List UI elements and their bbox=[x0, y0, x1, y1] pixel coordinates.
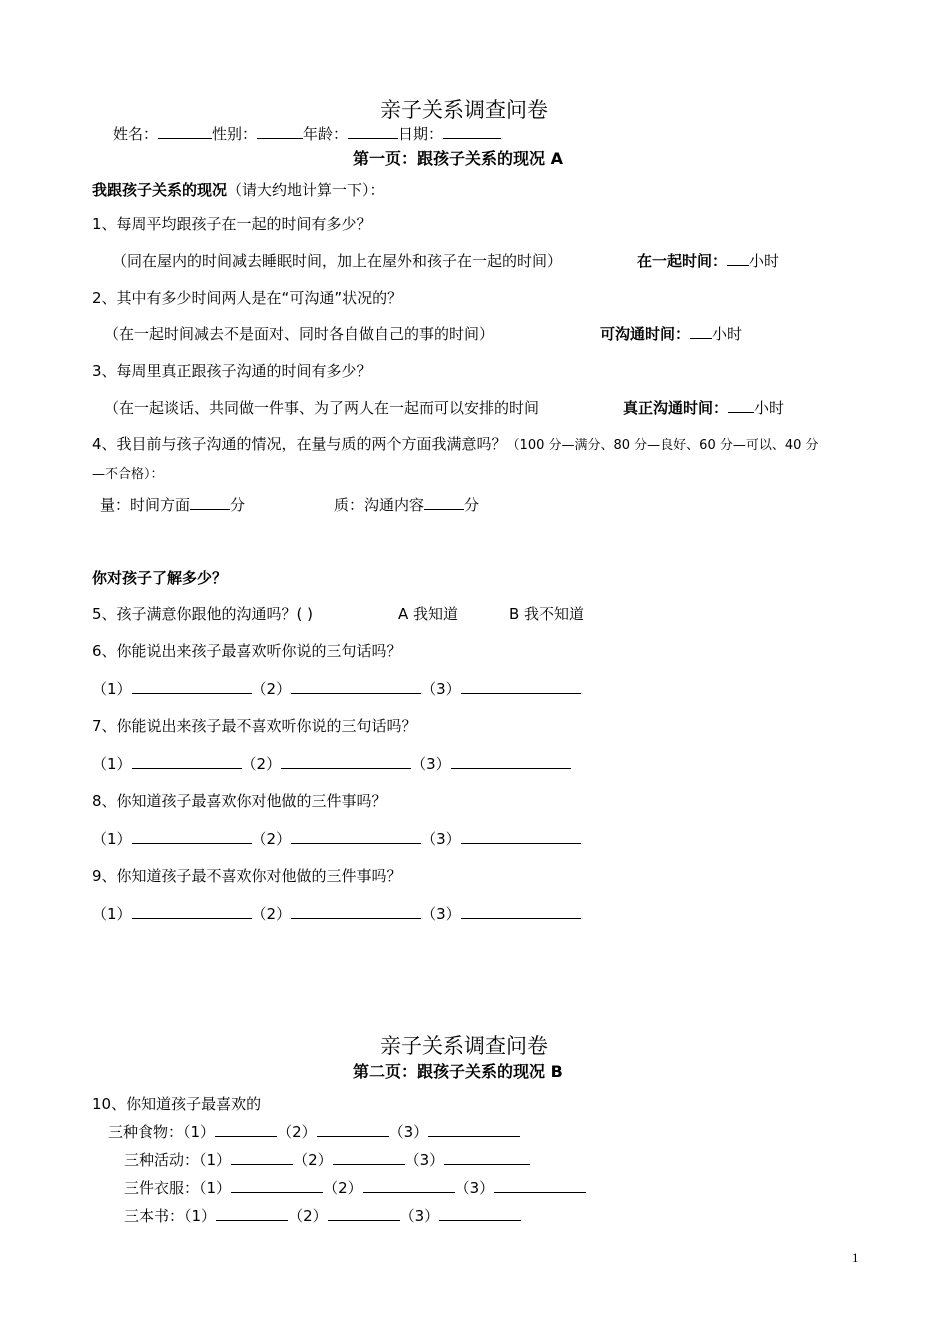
question-4-scale: （100 分—满分、80 分—良好、60 分—可以、40 分 bbox=[506, 438, 819, 453]
answer-field[interactable] bbox=[439, 1206, 521, 1221]
question-3-answer bbox=[623, 397, 784, 418]
question-2-unit: 小时 bbox=[712, 325, 743, 343]
answer-field[interactable] bbox=[451, 754, 571, 769]
question-7: 7、你能说出来孩子最不喜欢听你说的三句话吗？ bbox=[92, 717, 417, 735]
answer-row bbox=[92, 828, 581, 849]
page-number: 1 bbox=[852, 1250, 859, 1265]
answer-field[interactable] bbox=[291, 904, 421, 919]
question-2-answer bbox=[600, 323, 742, 344]
quantity-label: 量：时间方面 bbox=[100, 496, 191, 514]
item-number: （3） bbox=[399, 1207, 440, 1225]
answer-row bbox=[92, 903, 581, 924]
answer-field[interactable] bbox=[215, 1122, 277, 1137]
item-number: （3） bbox=[421, 905, 461, 923]
answer-field[interactable] bbox=[328, 1206, 400, 1221]
answer-field[interactable] bbox=[291, 829, 421, 844]
question-4-text: 4、我目前与孩子沟通的情况，在量与质的两个方面我满意吗？ bbox=[92, 435, 507, 453]
answer-field[interactable] bbox=[333, 1150, 405, 1165]
answer-field[interactable] bbox=[317, 1122, 389, 1137]
answer-row bbox=[92, 753, 571, 774]
question-9: 9、你知道孩子最不喜欢你对他做的三件事吗？ bbox=[92, 867, 402, 885]
item-number: （2） bbox=[293, 1151, 333, 1169]
section-heading bbox=[92, 179, 385, 200]
date-field[interactable] bbox=[443, 124, 501, 139]
item-number: （1） bbox=[92, 755, 132, 773]
question-2-hint: （在一起时间减去不是面对、同时各自做自己的事的时间） bbox=[104, 325, 495, 343]
item-number: （1） bbox=[199, 1151, 232, 1169]
answer-field[interactable] bbox=[428, 1122, 520, 1137]
question-1-label: 在一起时间： bbox=[637, 252, 728, 270]
answer-field[interactable] bbox=[132, 754, 242, 769]
answer-field[interactable] bbox=[461, 829, 581, 844]
question-3-hint: （在一起谈话、共同做一件事、为了两人在一起而可以安排的时间 bbox=[104, 399, 540, 417]
name-field[interactable] bbox=[158, 124, 212, 139]
section-2-heading: 你对孩子了解多少？ bbox=[92, 569, 228, 587]
question-5: 5、孩子满意你跟他的沟通吗？( ) bbox=[92, 605, 314, 623]
question-8: 8、你知道孩子最喜欢你对他做的三件事吗？ bbox=[92, 792, 387, 810]
item-number: （2） bbox=[251, 680, 292, 698]
item-number: （3） bbox=[404, 1151, 445, 1169]
answer-field[interactable] bbox=[231, 1178, 323, 1193]
quality-label: 质：沟通内容 bbox=[334, 496, 425, 514]
communicable-time-field[interactable] bbox=[690, 324, 712, 339]
item-number: （2） bbox=[251, 830, 292, 848]
answer-field[interactable] bbox=[216, 1206, 288, 1221]
quality-score-field[interactable] bbox=[424, 495, 464, 510]
answer-field[interactable] bbox=[281, 754, 411, 769]
section-heading-text: 我跟孩子关系的现况 bbox=[92, 181, 228, 199]
gender-field[interactable] bbox=[257, 124, 303, 139]
item-number: （2） bbox=[241, 755, 282, 773]
answer-field[interactable] bbox=[444, 1150, 530, 1165]
answer-field[interactable] bbox=[461, 904, 581, 919]
answer-field[interactable] bbox=[363, 1178, 455, 1193]
activity-label: 三种活动： bbox=[124, 1151, 200, 1169]
question-2-label: 可沟通时间： bbox=[600, 325, 691, 343]
quality-answer bbox=[334, 494, 479, 515]
answer-field[interactable] bbox=[132, 679, 252, 694]
question-1-hint: （同在屋内的时间减去睡眠时间，加上在屋外和孩子在一起的时间） bbox=[112, 252, 563, 270]
page-subtitle: 第一页：跟孩子关系的现况 A bbox=[353, 149, 563, 168]
question-2: 2、其中有多少时间两人是在“可沟通”状况的？ bbox=[92, 289, 403, 307]
item-number: （2） bbox=[288, 1207, 328, 1225]
clothes-label: 三件衣服： bbox=[124, 1179, 200, 1197]
question-3-label: 真正沟通时间： bbox=[623, 399, 729, 417]
page-title: 亲子关系调查问卷 bbox=[380, 98, 548, 122]
age-field[interactable] bbox=[348, 124, 398, 139]
item-number: （1） bbox=[184, 1207, 217, 1225]
real-communication-time-field[interactable] bbox=[728, 398, 754, 413]
question-10: 10、你知道孩子最喜欢的 bbox=[92, 1095, 262, 1113]
quantity-score-field[interactable] bbox=[190, 495, 230, 510]
answer-field[interactable] bbox=[132, 829, 252, 844]
item-number: （2） bbox=[251, 905, 292, 923]
option-b[interactable]: B 我不知道 bbox=[509, 605, 585, 623]
item-number: （1） bbox=[92, 680, 132, 698]
name-label: 姓名： bbox=[113, 125, 159, 143]
item-number: （3） bbox=[421, 830, 461, 848]
books-label: 三本书： bbox=[124, 1207, 185, 1225]
question-1-answer bbox=[637, 250, 779, 271]
info-line bbox=[113, 123, 501, 144]
item-number: （3） bbox=[421, 680, 461, 698]
question-4-scale-cont: —不合格）： bbox=[92, 467, 164, 482]
page-2-title: 亲子关系调查问卷 bbox=[380, 1034, 548, 1058]
clothes-row bbox=[124, 1177, 586, 1198]
question-6: 6、你能说出来孩子最喜欢听你说的三句话吗？ bbox=[92, 642, 402, 660]
quantity-answer bbox=[100, 494, 245, 515]
section-note: （请大约地计算一下）： bbox=[227, 181, 385, 199]
item-number: （1） bbox=[92, 830, 132, 848]
answer-field[interactable] bbox=[231, 1150, 293, 1165]
page-2-subtitle: 第二页：跟孩子关系的现况 B bbox=[353, 1062, 563, 1081]
item-number: （3） bbox=[454, 1179, 495, 1197]
answer-field[interactable] bbox=[132, 904, 252, 919]
books-row bbox=[124, 1205, 521, 1226]
answer-row bbox=[92, 678, 581, 699]
gender-label: 性别： bbox=[212, 125, 258, 143]
together-time-field[interactable] bbox=[727, 251, 749, 266]
answer-field[interactable] bbox=[461, 679, 581, 694]
activity-row bbox=[124, 1149, 530, 1170]
option-a[interactable]: A 我知道 bbox=[398, 605, 459, 623]
answer-field[interactable] bbox=[291, 679, 421, 694]
age-label: 年龄： bbox=[303, 125, 349, 143]
food-label: 三种食物： bbox=[108, 1123, 184, 1141]
item-number: （1） bbox=[199, 1179, 232, 1197]
item-number: （2） bbox=[277, 1123, 317, 1141]
quantity-unit: 分 bbox=[230, 496, 246, 514]
question-3: 3、每周里真正跟孩子沟通的时间有多少？ bbox=[92, 362, 372, 380]
quality-unit: 分 bbox=[464, 496, 480, 514]
question-1: 1、每周平均跟孩子在一起的时间有多少？ bbox=[92, 215, 372, 233]
question-3-unit: 小时 bbox=[754, 399, 785, 417]
item-number: （2） bbox=[323, 1179, 363, 1197]
question-1-unit: 小时 bbox=[749, 252, 780, 270]
item-number: （1） bbox=[183, 1123, 216, 1141]
answer-field[interactable] bbox=[494, 1178, 586, 1193]
item-number: （1） bbox=[92, 905, 132, 923]
item-number: （3） bbox=[388, 1123, 429, 1141]
date-label: 日期： bbox=[398, 125, 444, 143]
food-row bbox=[108, 1121, 520, 1142]
item-number: （3） bbox=[411, 755, 451, 773]
question-4 bbox=[92, 433, 819, 454]
